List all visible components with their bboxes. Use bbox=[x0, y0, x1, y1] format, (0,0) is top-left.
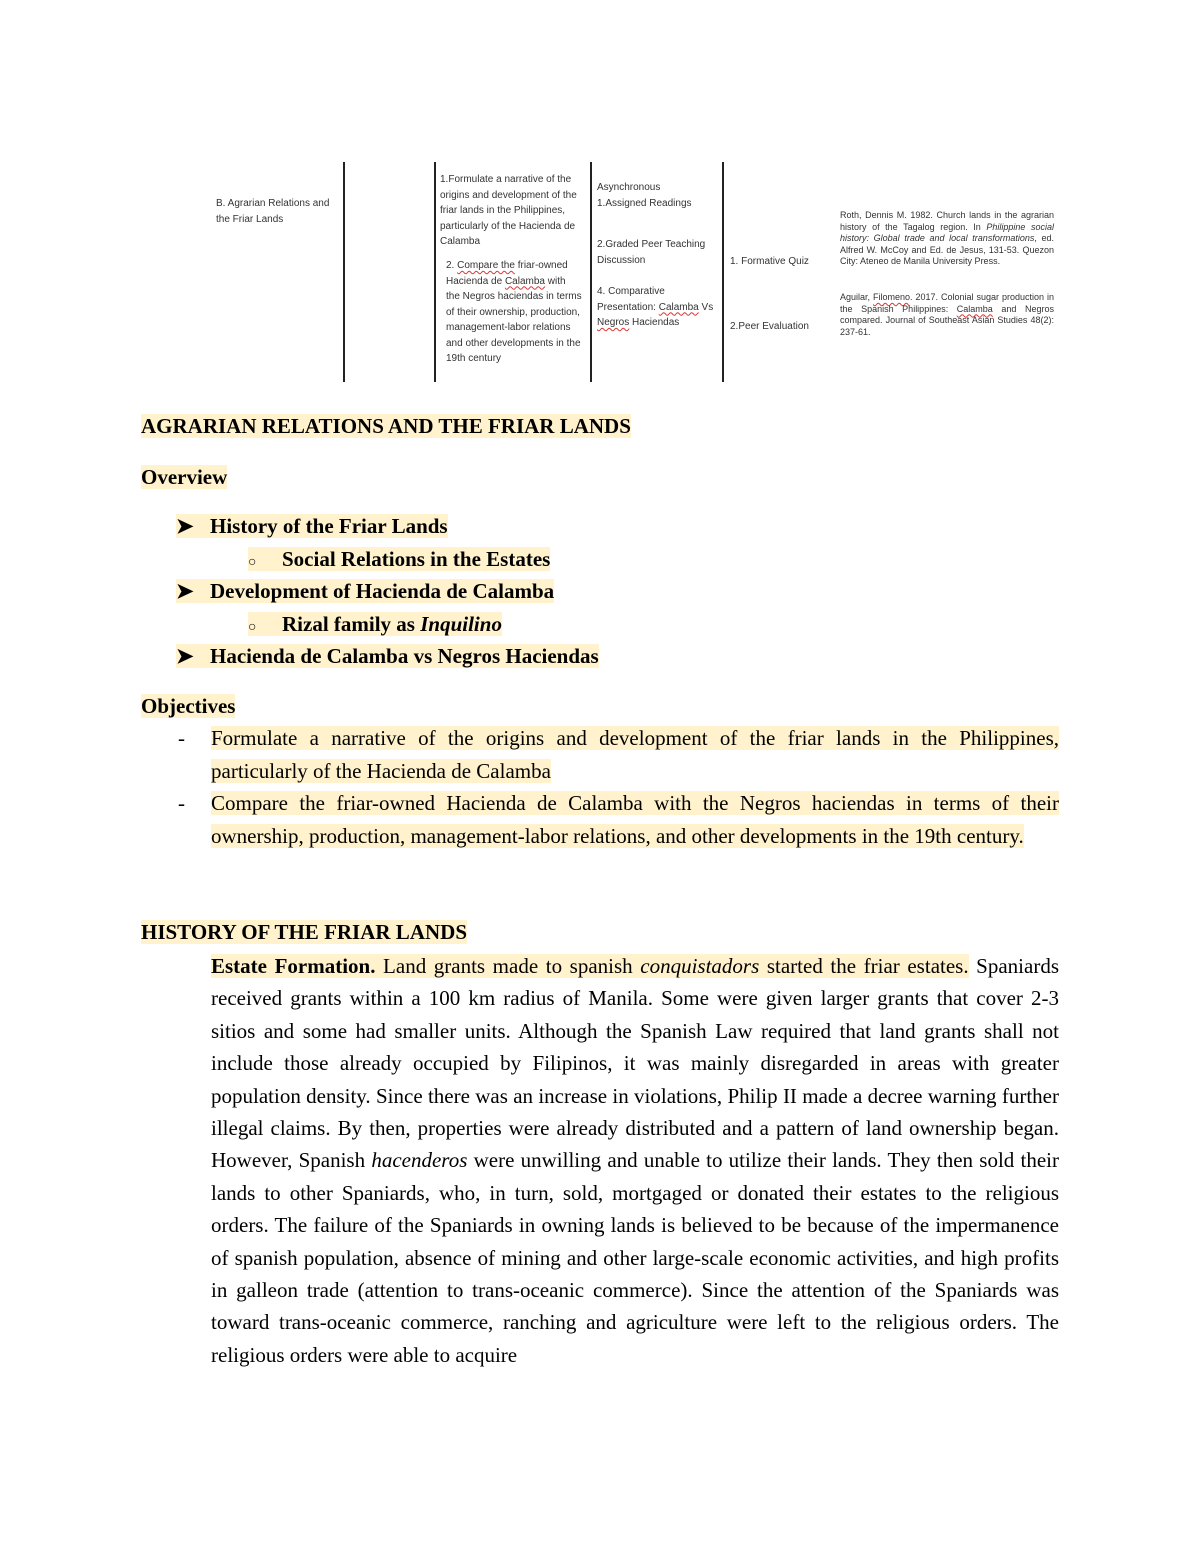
arrow-bullet-icon: ➤ bbox=[176, 514, 194, 538]
syllabus-table-image bbox=[150, 160, 1060, 384]
table-divider bbox=[434, 162, 436, 382]
arrow-bullet-icon: ➤ bbox=[176, 579, 194, 603]
overview-heading: Overview bbox=[141, 465, 228, 489]
table-divider bbox=[722, 162, 724, 382]
page-title: AGRARIAN RELATIONS AND THE FRIAR LANDS bbox=[141, 414, 631, 438]
overview-item-comparison: ➤ Hacienda de Calamba vs Negros Haciendas bbox=[176, 644, 599, 668]
history-heading: HISTORY OF THE FRIAR LANDS bbox=[141, 920, 467, 944]
objective-dash: - bbox=[178, 726, 185, 750]
objective-2: Compare the friar-owned Hacienda de Calamba with the Negros haciendas in terms of their ownership, production, management-labor relations, and other developments in the 19th century. bbox=[211, 791, 1059, 848]
overview-subitem-rizal: ○ Rizal family as Inquilino bbox=[248, 610, 502, 642]
overview-item-history: ➤ History of the Friar Lands bbox=[176, 514, 448, 538]
table-activities: Asynchronous 1.Assigned Readings 2.Graded Peer Teaching Discussion 4. Comparative Presentation: Calamba Vs Negros Haciendas bbox=[597, 182, 714, 328]
history-paragraph: Estate Formation. Land grants made to spanish conquistadors started the friar estates. Spaniards received grants within a 100 km radius of Manila. Some were given larger grants that cover 2-3 sitios and some had smaller units. Although the Spanish Law required that land grants shall not include those already occupied by Filipinos, it was mainly disregarded in areas with greater population density. Since there was an increase in violations, Philip II made a decree warning further illegal claims. By then, properties were already distributed and a pattern of land ownership began. However, Spanish hacenderos were unwilling and unable to utilize their lands. They then sold their lands to other Spaniards, who, in turn, sold, mortgaged or donated their estates to the religious orders. The failure of the Spaniards in owning lands is believed to be because of the impermanence of spanish population, absence of mining and other large-scale economic activities, and high profits in galleon trade (attention to trans-oceanic commerce). Since the attention of the Spaniards was toward trans-oceanic commerce, ranching and agriculture were left to the religious orders. The religious orders were able to acquire bbox=[211, 954, 1059, 1367]
table-outcome-2: 2. Compare the friar-owned Hacienda de Calamba with the Negros haciendas in terms of their ownership, production, management-labor relations and other developments in the 19th century bbox=[446, 260, 582, 364]
overview-subitem-social: ○ Social Relations in the Estates bbox=[248, 545, 550, 577]
arrow-bullet-icon: ➤ bbox=[176, 644, 194, 668]
table-assessment-1: 1. Formative Quiz bbox=[730, 256, 809, 267]
circle-bullet-icon: ○ bbox=[248, 555, 257, 570]
table-divider bbox=[343, 162, 345, 382]
overview-item-calamba: ➤ Development of Hacienda de Calamba bbox=[176, 579, 555, 603]
objective-1: Formulate a narrative of the origins and development of the friar lands in the Philippines, particularly of the Hacienda de Calamba bbox=[211, 726, 1059, 783]
objectives-heading: Objectives bbox=[141, 694, 236, 718]
table-reference-1: Roth, Dennis M. 1982. Church lands in the agrarian history of the Tagalog region. In Philippine social history: Global trade and local transformations, ed. Alfred W. McCoy and Ed. de Jesus, 131-53. Quezon City: Ateneo de Manila University Press. bbox=[840, 210, 1055, 266]
circle-bullet-icon: ○ bbox=[248, 620, 257, 635]
table-divider bbox=[590, 162, 592, 382]
objective-dash: - bbox=[178, 791, 185, 815]
table-reference-2: Aguilar, Filomeno. 2017. Colonial sugar production in the Spanish Philippines: Calamba and Negros compared. Journal of Southeast Asian Studies 48(2): 237-61. bbox=[840, 292, 1054, 337]
table-outcome-1: 1.Formulate a narrative of the origins and development of the friar lands in the Philippines, particularly of the Hacienda de Calamba bbox=[440, 174, 577, 247]
table-topic: B. Agrarian Relations and the Friar Lands bbox=[216, 198, 330, 225]
table-assessment-2: 2.Peer Evaluation bbox=[730, 321, 809, 332]
